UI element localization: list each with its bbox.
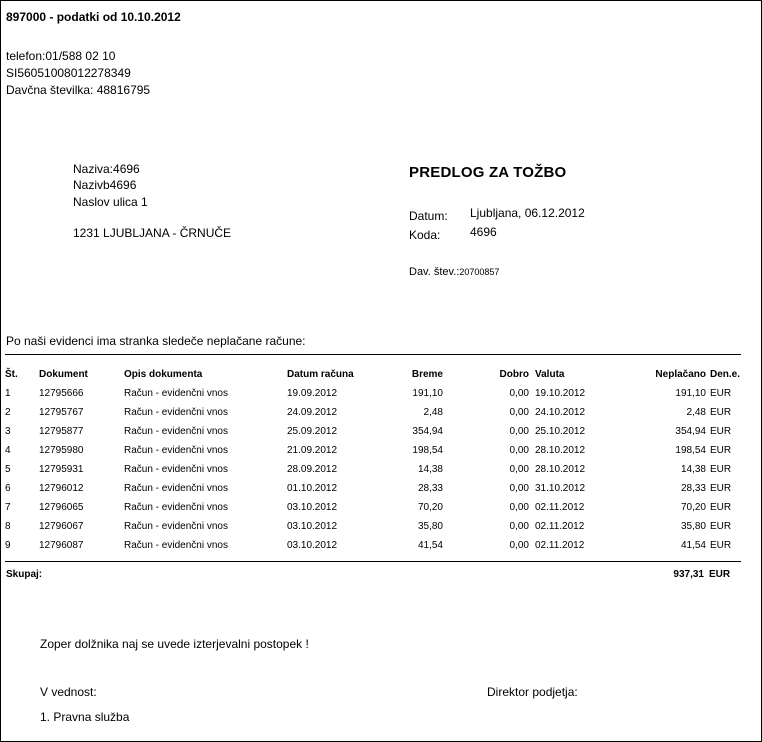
row-description: Račun - evidenčni vnos	[124, 521, 228, 532]
row-invoice-date: 01.10.2012	[287, 483, 338, 494]
row-no: 8	[5, 521, 11, 532]
invoice-table	[5, 364, 741, 555]
intro-text: Po naši evidenci ima stranka sledeče neplačane račune:	[6, 334, 306, 348]
cc-label: V vednost:	[40, 685, 97, 699]
row-due-date: 02.11.2012	[535, 540, 585, 551]
summary-label: Skupaj:	[6, 569, 43, 580]
collection-note: Zoper dolžnika naj se uvede izterjevalni postopek !	[40, 637, 309, 651]
director-signature-label: Direktor podjetja:	[487, 685, 578, 699]
row-unpaid: 2,48	[686, 407, 706, 418]
row-credit: 0,00	[509, 426, 529, 437]
table-row	[5, 479, 741, 498]
row-due-date: 25.10.2012	[535, 426, 586, 437]
date-label: Datum:	[409, 209, 448, 223]
row-currency: EUR	[710, 502, 732, 513]
col-header-currency: Den.e.	[710, 368, 741, 380]
row-description: Račun - evidenčni vnos	[124, 540, 228, 551]
row-document: 12796012	[39, 483, 84, 494]
row-no: 7	[5, 502, 11, 513]
row-description: Račun - evidenčni vnos	[124, 388, 228, 399]
row-credit: 0,00	[509, 388, 529, 399]
row-debit: 14,38	[417, 464, 443, 475]
row-no: 6	[5, 483, 11, 494]
row-no: 1	[5, 388, 11, 399]
table-row	[5, 517, 741, 536]
row-description: Račun - evidenčni vnos	[124, 483, 228, 494]
row-description: Račun - evidenčni vnos	[124, 445, 228, 456]
table-row	[5, 441, 741, 460]
row-document: 12795931	[39, 464, 84, 475]
row-document: 12795666	[39, 388, 84, 399]
row-unpaid: 28,33	[680, 483, 706, 494]
table-row	[5, 403, 741, 422]
row-debit: 41,54	[417, 540, 443, 551]
summary-total: 937,31	[673, 569, 704, 580]
row-currency: EUR	[710, 464, 732, 475]
row-debit: 191,10	[412, 388, 443, 399]
row-description: Račun - evidenčni vnos	[124, 464, 228, 475]
row-currency: EUR	[710, 407, 732, 418]
row-due-date: 19.10.2012	[535, 388, 586, 399]
row-description: Račun - evidenčni vnos	[124, 426, 228, 437]
row-unpaid: 35,80	[680, 521, 706, 532]
tax-id-label: Dav. štev.:	[409, 266, 460, 278]
row-currency: EUR	[710, 521, 732, 532]
row-invoice-date: 03.10.2012	[287, 521, 338, 532]
row-invoice-date: 24.09.2012	[287, 407, 338, 418]
col-header-credit: Dobro	[499, 368, 529, 380]
row-due-date: 02.11.2012	[535, 521, 585, 532]
row-due-date: 28.10.2012	[535, 464, 586, 475]
col-header-unpaid: Neplačano	[655, 368, 706, 380]
table-row	[5, 460, 741, 479]
table-row	[5, 536, 741, 555]
row-document: 12795980	[39, 445, 84, 456]
row-no: 3	[5, 426, 11, 437]
top-rule	[5, 354, 741, 355]
row-no: 4	[5, 445, 11, 456]
col-header-no: Št.	[5, 368, 18, 380]
date-value: Ljubljana, 06.12.2012	[470, 206, 585, 220]
recipient-name-a: Naziva:4696	[73, 162, 140, 176]
row-credit: 0,00	[509, 540, 529, 551]
col-header-debit: Breme	[411, 368, 443, 380]
company-tax-number: Davčna številka: 48816795	[6, 83, 151, 97]
code-value: 4696	[470, 225, 497, 239]
table-row	[5, 422, 741, 441]
row-invoice-date: 03.10.2012	[287, 540, 338, 551]
row-credit: 0,00	[509, 407, 529, 418]
col-header-invoice-date: Datum računa	[287, 368, 354, 380]
row-credit: 0,00	[509, 483, 529, 494]
row-currency: EUR	[710, 388, 732, 399]
row-unpaid: 14,38	[680, 464, 706, 475]
row-invoice-date: 03.10.2012	[287, 502, 338, 513]
table-header-row	[5, 364, 741, 384]
row-no: 9	[5, 540, 11, 551]
row-unpaid: 354,94	[675, 426, 706, 437]
tax-id-value: 20700857	[459, 267, 500, 277]
row-document: 12796067	[39, 521, 84, 532]
row-unpaid: 198,54	[675, 445, 706, 456]
code-label: Koda:	[409, 228, 441, 242]
row-debit: 70,20	[417, 502, 443, 513]
row-no: 2	[5, 407, 11, 418]
document-heading: PREDLOG ZA TOŽBO	[409, 164, 567, 181]
row-unpaid: 41,54	[680, 540, 706, 551]
row-credit: 0,00	[509, 502, 529, 513]
col-header-description: Opis dokumenta	[124, 368, 203, 380]
row-unpaid: 191,10	[675, 388, 706, 399]
table-row	[5, 498, 741, 517]
row-invoice-date: 19.09.2012	[287, 388, 338, 399]
row-no: 5	[5, 464, 11, 475]
bottom-rule	[5, 561, 741, 562]
tax-id-line	[409, 262, 499, 280]
row-credit: 0,00	[509, 445, 529, 456]
company-iban: SI56051008012278349	[6, 66, 131, 80]
row-currency: EUR	[710, 445, 732, 456]
row-debit: 2,48	[423, 407, 443, 418]
row-document: 12796065	[39, 502, 84, 513]
row-description: Račun - evidenčni vnos	[124, 502, 228, 513]
row-due-date: 31.10.2012	[535, 483, 586, 494]
row-document: 12795767	[39, 407, 84, 418]
row-credit: 0,00	[509, 521, 529, 532]
row-due-date: 28.10.2012	[535, 445, 586, 456]
recipient-name-b: Nazivb4696	[73, 178, 137, 192]
row-currency: EUR	[710, 426, 732, 437]
row-currency: EUR	[710, 540, 732, 551]
row-debit: 28,33	[417, 483, 443, 494]
table-row	[5, 384, 741, 403]
cc-recipient-legal: 1. Pravna služba	[40, 710, 130, 724]
col-header-due-date: Valuta	[535, 368, 565, 380]
row-due-date: 02.11.2012	[535, 502, 585, 513]
row-document: 12796087	[39, 540, 84, 551]
summary-currency: EUR	[709, 569, 731, 580]
row-due-date: 24.10.2012	[535, 407, 586, 418]
row-debit: 354,94	[412, 426, 443, 437]
row-document: 12795877	[39, 426, 84, 437]
row-unpaid: 70,20	[680, 502, 706, 513]
row-invoice-date: 25.09.2012	[287, 426, 338, 437]
row-description: Račun - evidenčni vnos	[124, 407, 228, 418]
recipient-street: Naslov ulica 1	[73, 195, 148, 209]
company-phone: telefon:01/588 02 10	[6, 49, 116, 63]
recipient-city: 1231 LJUBLJANA - ČRNUČE	[73, 226, 232, 240]
row-invoice-date: 28.09.2012	[287, 464, 338, 475]
row-currency: EUR	[710, 483, 732, 494]
row-invoice-date: 21.09.2012	[287, 445, 338, 456]
row-credit: 0,00	[509, 464, 529, 475]
document-header-title: 897000 - podatki od 10.10.2012	[6, 10, 181, 24]
row-debit: 198,54	[412, 445, 443, 456]
col-header-document: Dokument	[39, 368, 88, 380]
row-debit: 35,80	[417, 521, 443, 532]
